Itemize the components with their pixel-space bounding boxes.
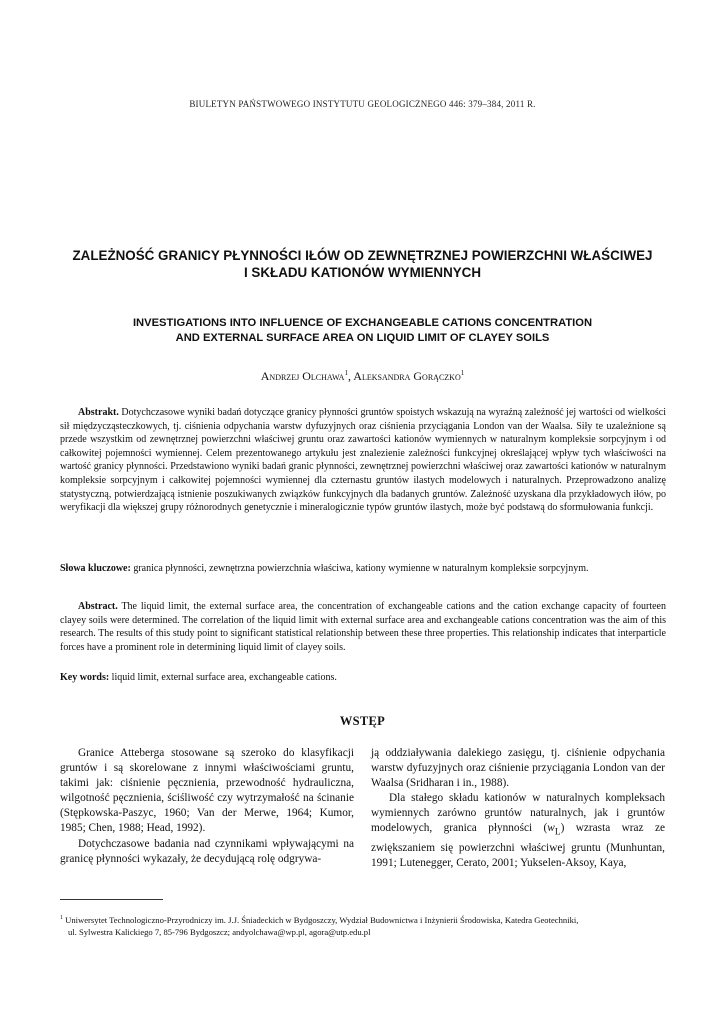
paragraph: Dotychczasowe badania nad czynnikami wpływającymi na granicę płynności wykazały, że decydującą rolę odgrywa- [60, 837, 354, 865]
keywords-english [60, 671, 666, 685]
body-column-left [60, 746, 354, 867]
paragraph-continued: ją oddziaływania dalekiego zasięgu, tj. ciśnienie odpychania warstw dyfuzyjnych oraz ciśnienie przyciągania London van der Waalsa (Sridharan i in., 1988). [371, 747, 665, 790]
paragraph-text-b: ) wzrasta wraz ze zwiększaniem się powierzchni właściwej gruntu (Munhuntan, 1991; Lutenegger, Cerato, 2001; Yukselen-Aksoy, Kaya, [371, 822, 665, 869]
title-polish-line2: I SKŁADU KATIONÓW WYMIENNYCH [243, 265, 482, 280]
abstract-polish-text: Dotychczasowe wyniki badań dotyczące granicy płynności gruntów spoistych wskazują na wyraźną zależność jej wartości od wielkości sił międzycząsteczkowych, tj. ciśnienia odpychania warstw dyfuzyjnych oraz ciśnienia przyciągania London van der Waalsa. Siły te uzależnione są przede wszystkim od zewnętrznej powierzchni właściwej gruntu oraz zawartości kationów wymiennych w naturalnym kompleksie sorpcyjnym i od całkowitej pojemności wymiennej. Celem prezentowanego artykułu jest znalezienie zależności funkcyjnej określającej wpływ tych właściwości na wartość granicy płynności. Przedstawiono wyniki badań granic płynności, zewnętrznej powierzchni właściwej oraz zawartości kationów w naturalnym kompleksie sorpcyjnym i całkowitej pojemności wymiennej dla czternastu gruntów ilastych modelowych i naturalnych. Przeprowadzono analizę statystyczną, potwierdzającą istnienie poszukiwanych związków funkcyjnych dla badanych gruntów. Zależność uzyskana dla przykładowych iłów, po weryfikacji dla większej grupy różnorodnych genetycznie i mineralogicznie typów gruntów ilastych, może być podstawą do sformułowania funkcji. [60, 407, 666, 514]
keywords-polish-label: Słowa kluczowe: [60, 563, 131, 574]
footnote-divider [60, 899, 163, 900]
abstract-polish-label: Abstrakt. [78, 407, 119, 418]
keywords-english-text: liquid limit, external surface area, exchangeable cations. [109, 672, 337, 683]
liquid-limit-symbol: w [547, 822, 555, 835]
body-column-right [371, 746, 665, 871]
title-english [100, 316, 625, 345]
keywords-polish-text: granica płynności, zewnętrzna powierzchnia właściwa, kationy wymienne w naturalnym kompleksie sorpcyjnym. [130, 563, 589, 574]
paragraph: Granice Atteberga stosowane są szeroko do klasyfikacji gruntów i są skorelowane z innymi właściwościami gruntu, takimi jak: ciśnienie pęcznienia, przewodność hydrauliczna, wilgotność pęcznienia, ściśliwość czy wytrzymałość na ścinanie (Stępkowska-Paszyc, 1960; Van der Merwe, 1964; Kumor, 1985; Chen, 1988; Head, 1992). [60, 747, 354, 835]
authors-separator: , [347, 369, 354, 383]
abstract-polish [60, 406, 666, 515]
authors [0, 369, 725, 384]
title-polish-line1: ZALEŻNOŚĆ GRANICY PŁYNNOŚCI IŁÓW OD ZEWNĘTRZNEJ POWIERZCHNI WŁAŚCIWEJ [72, 248, 653, 263]
author-1-affiliation-marker: 1 [344, 369, 348, 377]
footnote-line2: ul. Sylwestra Kalickiego 7, 85-796 Bydgoszcz; andyolchawa@wp.pl, agora@utp.edu.pl [68, 927, 371, 938]
footnote [60, 912, 670, 938]
paragraph-text-a: Dla stałego składu kationów w naturalnych kompleksach wymiennych zarówno gruntów naturalnych, jak i gruntów modelowych, granica płynności ( [371, 792, 665, 835]
liquid-limit-subscript: L [554, 827, 561, 838]
abstract-english-text: The liquid limit, the external surface area, the concentration of exchangeable cations and the cation exchange capacity of fourteen clayey soils were determined. The correlation of the liquid limit with external surface area and exchangeable cations concentration was the aim of this research. The results of this study point to significant statistical relationship between these three properties. This relationship indicates that interparticle forces have a prominent role in determining liquid limit of clayey soils. [60, 601, 666, 653]
title-english-line1: INVESTIGATIONS INTO INFLUENCE OF EXCHANGEABLE CATIONS CONCENTRATION [132, 317, 593, 329]
section-title: WSTĘP [339, 714, 386, 728]
paragraph [371, 791, 665, 871]
title-english-line2: AND EXTERNAL SURFACE AREA ON LIQUID LIMIT OF CLAYEY SOILS [175, 331, 550, 344]
author-2-affiliation-marker: 1 [460, 369, 465, 377]
keywords-english-label: Key words: [60, 672, 110, 683]
abstract-english [60, 600, 666, 654]
footnote-line1: Uniwersytet Technologiczno-Przyrodniczy im. J.J. Śniadeckich w Bydgoszczy, Wydział Budownictwa i Inżynierii Środowiska, Katedra Geotechniki, [63, 914, 579, 925]
title-polish [60, 247, 665, 281]
footnote-marker: 1 [60, 915, 63, 921]
author-1: Andrzej Olchawa [260, 369, 345, 383]
abstract-english-label: Abstract. [78, 601, 118, 612]
journal-header: BIULETYN PAŃSTWOWEGO INSTYTUTU GEOLOGICZNEGO 446: 379–384, 2011 R. [189, 99, 536, 109]
author-2: Aleksandra Gorączko [353, 369, 461, 383]
keywords-polish [60, 562, 666, 576]
